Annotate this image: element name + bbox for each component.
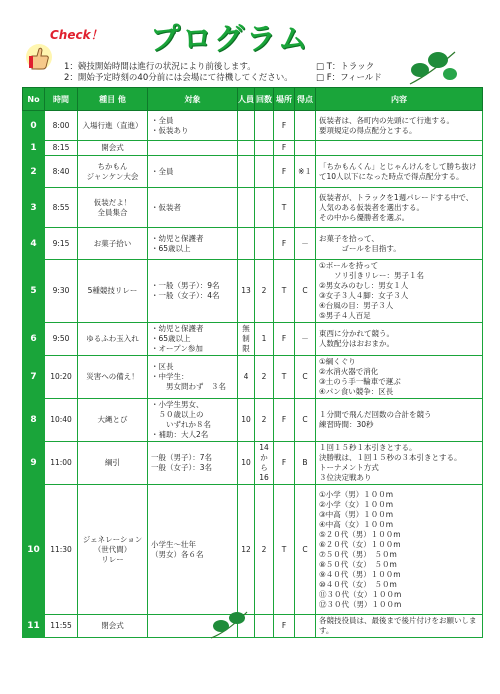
target-cell: ・一般（男子）：9名 ・一般（女子）：4名 bbox=[148, 260, 238, 323]
legend-field: □ F：フィールド bbox=[316, 73, 382, 83]
table-row bbox=[23, 188, 483, 228]
place-cell: F bbox=[274, 615, 295, 638]
content-cell bbox=[316, 141, 483, 156]
people-cell bbox=[238, 228, 255, 260]
note-2: 2：開始予定時刻の40分前には会場にて待機してください。 bbox=[64, 73, 293, 83]
score-cell bbox=[295, 111, 316, 141]
event-cell: 5種競技リレー bbox=[78, 260, 148, 323]
time-cell: 8:55 bbox=[45, 188, 78, 228]
count-cell: 1 bbox=[255, 323, 274, 356]
event-cell: 開会式 bbox=[78, 141, 148, 156]
score-cell: B bbox=[295, 442, 316, 485]
score-cell: ※１ bbox=[295, 156, 316, 188]
event-cell: 閉会式 bbox=[78, 615, 148, 638]
no-cell: 8 bbox=[23, 399, 45, 442]
score-cell: C bbox=[295, 485, 316, 615]
time-cell: 9:15 bbox=[45, 228, 78, 260]
count-cell: 2 bbox=[255, 356, 274, 399]
count-cell bbox=[255, 228, 274, 260]
time-cell: 11:00 bbox=[45, 442, 78, 485]
count-cell bbox=[255, 141, 274, 156]
event-cell: 入場行進（直進） bbox=[78, 111, 148, 141]
content-cell: お菓子を拾って、 ゴールを目指す。 bbox=[316, 228, 483, 260]
place-cell: F bbox=[274, 141, 295, 156]
clover-leaf-icon bbox=[205, 608, 253, 640]
content-cell: １回１５秒１本引きとする。 決勝戦は、１回１５秒の３本引きとする。 トーナメント方式 ３位決定戦あり bbox=[316, 442, 483, 485]
time-cell: 10:40 bbox=[45, 399, 78, 442]
event-cell: 災害への備え！ bbox=[78, 356, 148, 399]
col-score: 得点 bbox=[295, 88, 316, 111]
place-cell: F bbox=[274, 323, 295, 356]
score-cell: C bbox=[295, 260, 316, 323]
content-cell: １分間で飛んだ回数の合計を競う 練習時間：30秒 bbox=[316, 399, 483, 442]
place-cell: F bbox=[274, 399, 295, 442]
header bbox=[0, 0, 500, 88]
legend-track: □ T：トラック bbox=[316, 62, 375, 72]
place-cell: T bbox=[274, 188, 295, 228]
no-cell: 6 bbox=[23, 323, 45, 356]
content-cell: ①ボールを持って ソリ引きリレー：男子１名 ②男女みのむし：男女１人 ③女子３人４脚：女子３人 ④台風の目：男子３人 ⑤男子４人百足 bbox=[316, 260, 483, 323]
score-cell: － bbox=[295, 323, 316, 356]
target-cell bbox=[148, 141, 238, 156]
score-cell: C bbox=[295, 399, 316, 442]
event-cell: ゆるふわ玉入れ bbox=[78, 323, 148, 356]
people-cell bbox=[238, 156, 255, 188]
col-people: 人員 bbox=[238, 88, 255, 111]
thumbs-up-icon bbox=[25, 42, 53, 72]
col-content: 内容 bbox=[316, 88, 483, 111]
col-event: 種目 他 bbox=[78, 88, 148, 111]
time-cell: 10:20 bbox=[45, 356, 78, 399]
score-cell bbox=[295, 615, 316, 638]
people-cell bbox=[238, 141, 255, 156]
people-cell: 4 bbox=[238, 356, 255, 399]
check-label: Check！ bbox=[50, 28, 103, 42]
col-time: 時間 bbox=[45, 88, 78, 111]
target-cell: 一般（男子）：7名 一般（女子）：3名 bbox=[148, 442, 238, 485]
target-cell: ・区長 ・中学生： 男女問わず ３名 bbox=[148, 356, 238, 399]
event-cell: 大縄とび bbox=[78, 399, 148, 442]
no-cell: 7 bbox=[23, 356, 45, 399]
event-cell: お菓子拾い bbox=[78, 228, 148, 260]
page-title: プログラム bbox=[150, 22, 310, 57]
people-cell bbox=[238, 188, 255, 228]
target-cell: ・小学生男女、 ５０歳以上の いずれか８名 ・補助：大人2名 bbox=[148, 399, 238, 442]
score-cell bbox=[295, 141, 316, 156]
time-cell: 11:55 bbox=[45, 615, 78, 638]
time-cell: 9:50 bbox=[45, 323, 78, 356]
place-cell: F bbox=[274, 111, 295, 141]
table-row bbox=[23, 399, 483, 442]
no-cell: 9 bbox=[23, 442, 45, 485]
no-cell: 0 bbox=[23, 111, 45, 141]
people-cell: 13 bbox=[238, 260, 255, 323]
time-cell: 11:30 bbox=[45, 485, 78, 615]
count-cell: 2 bbox=[255, 399, 274, 442]
event-cell: ジェネレーション （世代間） リレー bbox=[78, 485, 148, 615]
event-cell: 仮装だよ！ 全員集合 bbox=[78, 188, 148, 228]
table-row bbox=[23, 228, 483, 260]
count-cell: 2 bbox=[255, 485, 274, 615]
table-row bbox=[23, 485, 483, 615]
col-no: No bbox=[23, 88, 45, 111]
target-cell: ・幼児と保護者 ・65歳以上 ・オープン参加 bbox=[148, 323, 238, 356]
content-cell: 「ちかもんくん」とじゃんけんをして勝ち抜けて10人以下になった時点で得点配分する。 bbox=[316, 156, 483, 188]
table-header-row bbox=[23, 88, 483, 111]
content-cell: 各競技役員は、最後まで後片付けをお願いします。 bbox=[316, 615, 483, 638]
content-cell: ①綱くぐり ②水消火器で消化 ③土のう手一輪車で運ぶ ④パン食い競争：区長 bbox=[316, 356, 483, 399]
count-cell bbox=[255, 615, 274, 638]
target-cell: ・全員 bbox=[148, 156, 238, 188]
event-cell: 綱引 bbox=[78, 442, 148, 485]
people-cell: 12 bbox=[238, 485, 255, 615]
target-cell: ・幼児と保護者 ・65歳以上 bbox=[148, 228, 238, 260]
no-cell: 5 bbox=[23, 260, 45, 323]
count-cell bbox=[255, 156, 274, 188]
score-cell bbox=[295, 188, 316, 228]
no-cell: 3 bbox=[23, 188, 45, 228]
place-cell: T bbox=[274, 485, 295, 615]
event-cell: ちかもん ジャンケン大会 bbox=[78, 156, 148, 188]
time-cell: 8:15 bbox=[45, 141, 78, 156]
table-row bbox=[23, 442, 483, 485]
place-cell: T bbox=[274, 260, 295, 323]
target-cell: ・全員 ・仮装あり bbox=[148, 111, 238, 141]
people-cell: 無 制 限 bbox=[238, 323, 255, 356]
target-cell: 小学生～壮年 （男女）各６名 bbox=[148, 485, 238, 615]
content-cell: 東西に分かれて競う。 人数配分はおおまか。 bbox=[316, 323, 483, 356]
content-cell: ①小学（男）１００m ②小学（女）１００m ③中高（男）１００m ④中高（女）１００m ⑤２０代（男）１００m ⑥２０代（女）１００m ⑦５０代（男） ５０m ⑧５０代（女） ５０m ⑨４０代（男）１００m ⑩４０代（女） ５０m ⑪３０代（女）１００m ⑫３０代（男）１００m bbox=[316, 485, 483, 615]
table-row bbox=[23, 323, 483, 356]
table-row bbox=[23, 156, 483, 188]
count-cell bbox=[255, 188, 274, 228]
col-place: 場所 bbox=[274, 88, 295, 111]
target-cell: ・仮装者 bbox=[148, 188, 238, 228]
place-cell: T bbox=[274, 356, 295, 399]
content-cell: 仮装者は、各町内の先頭にて行進する。 要項規定の得点配分とする。 bbox=[316, 111, 483, 141]
people-cell: 10 bbox=[238, 399, 255, 442]
time-cell: 8:00 bbox=[45, 111, 78, 141]
count-cell: 2 bbox=[255, 260, 274, 323]
count-cell bbox=[255, 111, 274, 141]
place-cell: F bbox=[274, 442, 295, 485]
table-row bbox=[23, 260, 483, 323]
content-cell: 仮装者が、トラックを1週パレードする中で、人気のある仮装者を選出する。 その中から優勝者を選ぶ。 bbox=[316, 188, 483, 228]
col-count: 回数 bbox=[255, 88, 274, 111]
program-table bbox=[22, 87, 483, 638]
note-1: 1：競技開始時間は進行の状況により前後します。 bbox=[64, 62, 256, 72]
no-cell: 4 bbox=[23, 228, 45, 260]
score-cell: － bbox=[295, 228, 316, 260]
time-cell: 8:40 bbox=[45, 156, 78, 188]
table-row bbox=[23, 141, 483, 156]
clover-leaf-icon bbox=[400, 48, 460, 86]
time-cell: 9:30 bbox=[45, 260, 78, 323]
no-cell: 10 bbox=[23, 485, 45, 615]
col-target: 対象 bbox=[148, 88, 238, 111]
table-row bbox=[23, 111, 483, 141]
place-cell: F bbox=[274, 156, 295, 188]
no-cell: 2 bbox=[23, 156, 45, 188]
people-cell: 10 bbox=[238, 442, 255, 485]
score-cell: C bbox=[295, 356, 316, 399]
count-cell: 14 から 16 bbox=[255, 442, 274, 485]
table-row bbox=[23, 356, 483, 399]
place-cell: F bbox=[274, 228, 295, 260]
people-cell bbox=[238, 111, 255, 141]
no-cell: 11 bbox=[23, 615, 45, 638]
no-cell: 1 bbox=[23, 141, 45, 156]
